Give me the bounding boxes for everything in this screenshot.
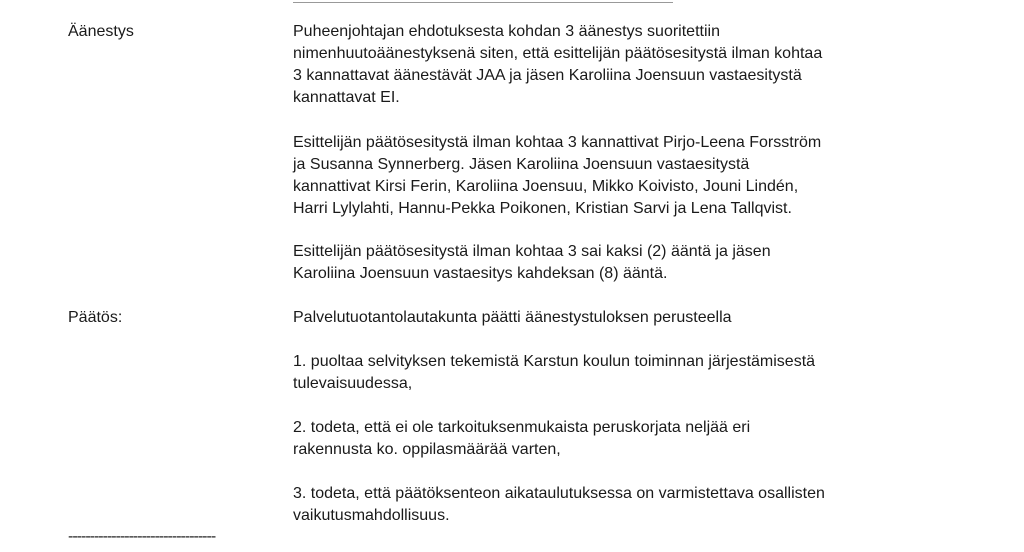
paatos-paragraph-3: 2. todeta, että ei ole tarkoituksenmukaista peruskorjata neljää eri rakennusta ko. oppilasmäärää varten, [293, 419, 751, 458]
section-label-paatos: Päätös: [68, 309, 123, 326]
paatos-paragraph-2: 1. puoltaa selvityksen tekemistä Karstun koulun toiminnan järjestämisestä tulevaisuudessa, [293, 353, 816, 392]
aanestys-paragraph-3: Esittelijän päätösesitystä ilman kohtaa 3 sai kaksi (2) ääntä ja jäsen Karoliina Joensuun vastaesitys kahdeksan (8) ääntä. [293, 243, 771, 282]
section-divider: ---------------------------------- [68, 528, 216, 545]
paatos-paragraph-1: Palvelutuotantolautakunta päätti äänestystuloksen perusteella [293, 309, 732, 326]
aanestys-paragraph-2: Esittelijän päätösesitystä ilman kohtaa 3 kannattivat Pirjo-Leena Forsström ja Susanna Synnerberg. Jäsen Karoliina Joensuun vastaesitystä kannattivat Kirsi Ferin, Karoliina Joensuu, Mikko Koivisto, Jouni Lindén, Harri Lylylahti, Hannu-Pekka Poikonen, Kristian Sarvi ja Lena Tallqvist. [293, 134, 822, 217]
section-label-aanestys: Äänestys [68, 23, 134, 40]
paatos-paragraph-4: 3. todeta, että päätöksenteon aikataulutuksessa on varmistettava osallisten vaikutusmahdollisuus. [293, 485, 825, 524]
top-cut-line [293, 0, 673, 3]
aanestys-paragraph-1: Puheenjohtajan ehdotuksesta kohdan 3 äänestys suoritettiin nimenhuutoäänestyksenä siten, että esittelijän päätösesitystä ilman kohtaa 3 kannattavat äänestävät JAA ja jäsen Karoliina Joensuun vastaesitystä kannattavat EI. [293, 23, 823, 106]
